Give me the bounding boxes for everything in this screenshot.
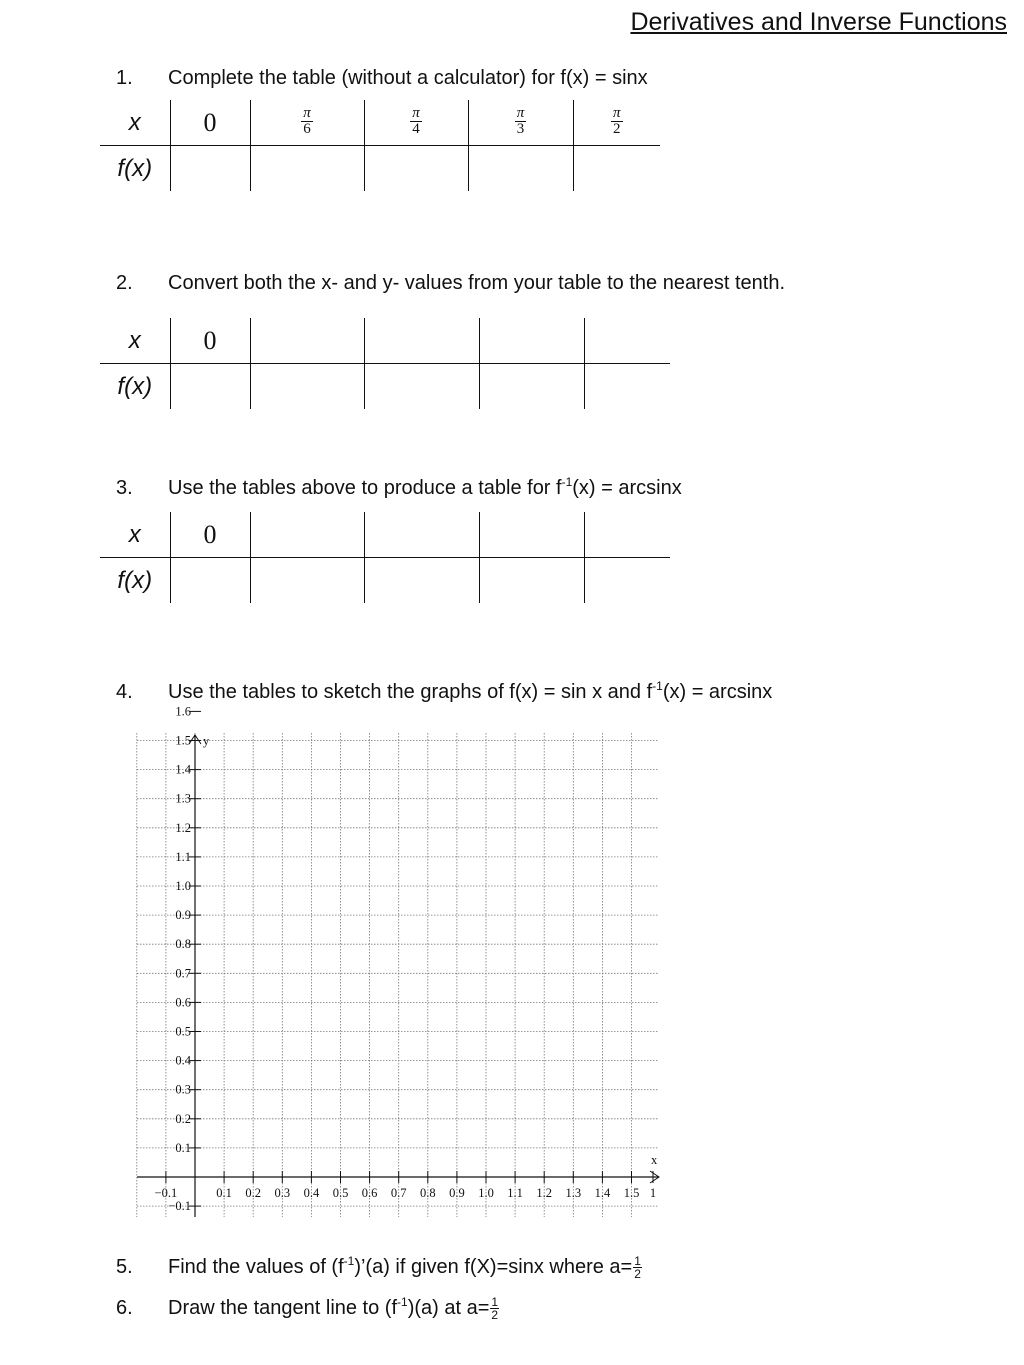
y-tick-label: 0.5 — [175, 1024, 191, 1039]
x-tick-label: 1 — [649, 1186, 657, 1200]
x-axis-label: x — [651, 1153, 658, 1167]
x-tick-label: 0.4 — [303, 1186, 320, 1200]
y-tick-label: 0.9 — [175, 908, 191, 923]
row-label-fx: f(x) — [100, 146, 170, 192]
x-tick-label: 1.3 — [565, 1186, 582, 1200]
question-number: 3. — [116, 477, 133, 499]
question-text: Complete the table (without a calculator) for f(x) = sinx — [168, 67, 648, 89]
question-text: (x) = arcsinx — [662, 681, 773, 703]
x-tick-label: 0.1 — [216, 1186, 232, 1200]
page-title: Derivatives and Inverse Functions — [630, 8, 1007, 36]
question-5 — [116, 1255, 642, 1280]
question-number: 5. — [116, 1255, 133, 1278]
superscript: -1 — [397, 1294, 408, 1309]
x-tick-label: 1.4 — [594, 1186, 611, 1200]
y-tick-label: 0.1 — [175, 1140, 191, 1155]
question-text: Draw the tangent line to (f — [168, 1296, 398, 1319]
y-tick-label: 1.2 — [175, 820, 191, 835]
x-tick-label: −0.1 — [154, 1186, 178, 1200]
question-text: Convert both the x- and y- values from your table to the nearest tenth. — [168, 272, 786, 294]
pi-fraction: $\frac{\pi}{4}$ — [412, 104, 420, 137]
row-label-fx: f(x) — [100, 364, 170, 410]
question-number: 1. — [116, 67, 133, 89]
y-tick-label: 1.6 — [175, 704, 191, 719]
x-tick-label: 0.7 — [390, 1186, 407, 1200]
table-cell: 0 — [170, 512, 250, 558]
fraction: $\frac{1}{2}$ — [491, 1295, 499, 1322]
y-axis-label: y — [203, 734, 210, 748]
y-tick-label: 0.6 — [175, 995, 191, 1010]
y-tick-label: 1.1 — [175, 849, 191, 864]
y-tick-label: 0.8 — [175, 937, 191, 952]
x-tick-label: 0.2 — [245, 1186, 262, 1200]
question-text: Use the tables to sketch the graphs of f(x) = sin x and f — [168, 681, 653, 703]
y-tick-label: 1.5 — [175, 733, 191, 748]
x-tick-label: 0.8 — [419, 1186, 436, 1200]
superscript: -1 — [652, 679, 663, 693]
question-number: 2. — [116, 272, 133, 294]
row-label-x: x — [100, 512, 170, 558]
row-label-x: x — [100, 100, 170, 146]
x-tick-label: 0.6 — [361, 1186, 378, 1200]
x-tick-label: 0.5 — [332, 1186, 349, 1200]
y-tick-label: 0.4 — [175, 1053, 191, 1068]
pi-fraction: $\frac{\pi}{3}$ — [516, 104, 525, 137]
question-text: Use the tables above to produce a table for f — [168, 477, 562, 499]
y-tick-label: 0.7 — [175, 966, 191, 981]
pi-fraction: $\frac{\pi}{6}$ — [303, 104, 311, 137]
y-tick-label: 1.0 — [175, 879, 191, 893]
question-text: )(a) at a= — [407, 1296, 490, 1319]
x-tick-label: 1.0 — [478, 1186, 494, 1200]
x-tick-label: 1.1 — [507, 1186, 523, 1200]
y-tick-label: 1.4 — [175, 762, 191, 777]
question-text: )’(a) if given f(X)=sinx where a= — [354, 1255, 633, 1278]
superscript: -1 — [343, 1253, 355, 1268]
y-tick-label: 0.2 — [175, 1111, 191, 1126]
question-text: Find the values of (f — [168, 1255, 344, 1278]
row-label-fx: f(x) — [100, 558, 170, 604]
question-text: (x) = arcsinx — [572, 477, 682, 499]
x-tick-label: 1.2 — [536, 1186, 553, 1200]
pi-fraction: $\frac{\pi}{2}$ — [612, 104, 621, 137]
y-tick-label: −0.1 — [168, 1199, 191, 1214]
x-tick-label: 0.3 — [274, 1186, 291, 1200]
question-6 — [116, 1296, 499, 1321]
y-tick-label: 1.3 — [175, 791, 191, 806]
question-number: 6. — [116, 1296, 133, 1319]
row-label-x: x — [100, 318, 170, 364]
fraction: $\frac{1}{2}$ — [634, 1254, 641, 1281]
table-cell: 0 — [170, 318, 250, 364]
superscript: -1 — [561, 475, 573, 489]
table-cell: 0 — [170, 100, 250, 146]
x-tick-label: 0.9 — [449, 1186, 465, 1200]
y-tick-label: 0.3 — [175, 1082, 191, 1097]
question-number: 4. — [116, 681, 133, 703]
x-tick-label: 1.5 — [623, 1186, 640, 1200]
